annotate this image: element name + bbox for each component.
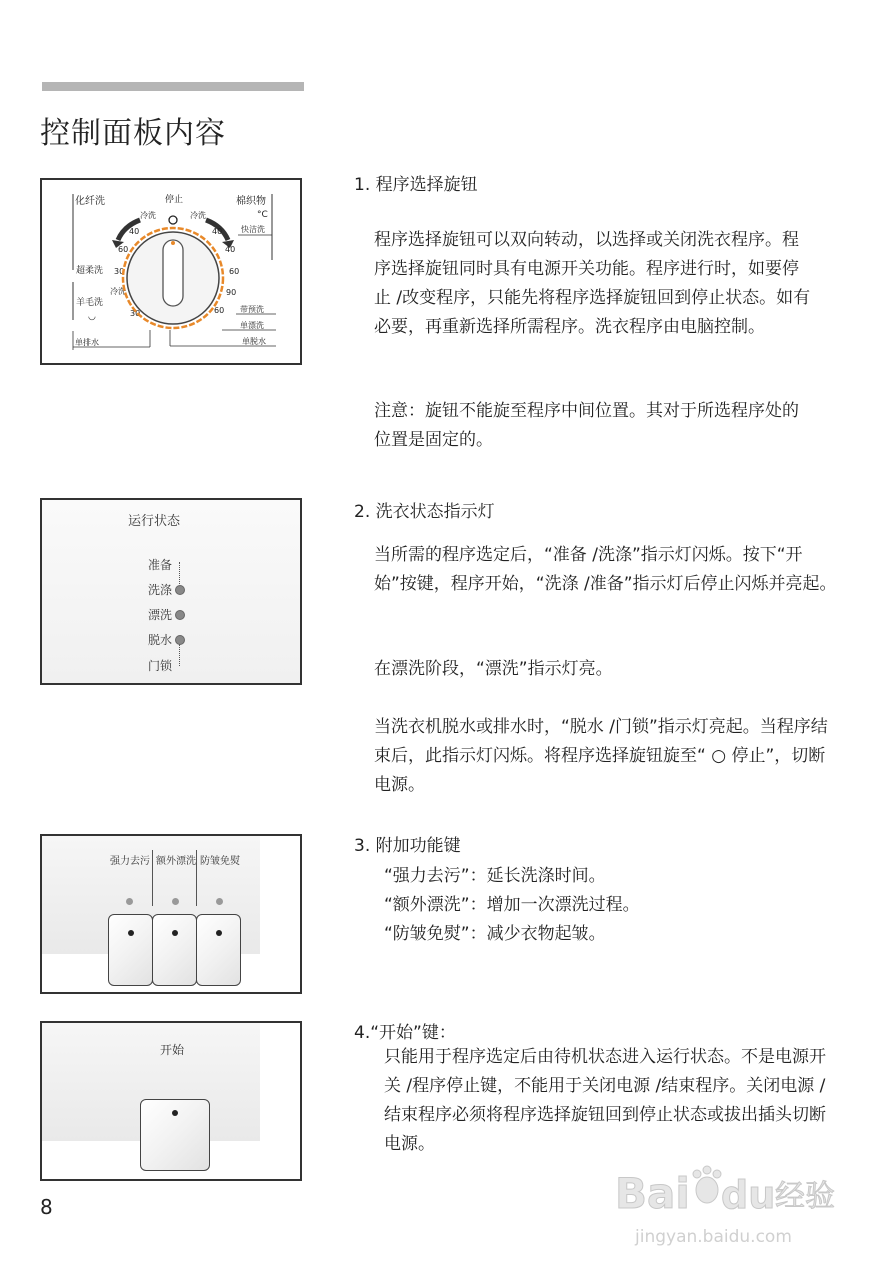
page-number: 8 <box>40 1195 53 1219</box>
dial-label-cold-right: 冷洗 <box>190 211 206 220</box>
dial-label-cold-left: 冷洗 <box>140 211 156 220</box>
indicator-door-lock-label: 门锁 <box>148 659 173 673</box>
section3-line-3: “防皱免熨”：减少衣物起皱。 <box>384 924 606 944</box>
watermark-brand: Bai <box>615 1169 690 1218</box>
indicator-ready-label: 准备 <box>148 558 173 572</box>
section2-heading: 2. 洗衣状态指示灯 <box>354 502 495 522</box>
watermark-brand2: du <box>721 1173 776 1217</box>
indicator-rinse-led <box>175 610 185 620</box>
dial-label-spin: 单脱水 <box>242 337 266 346</box>
dial-label-drain: 单排水 <box>75 338 99 347</box>
dial-label-quick: 快洁洗 <box>241 225 265 234</box>
dial-temp-right-3: 60 <box>229 267 240 276</box>
extra-rinse-button[interactable] <box>152 914 197 986</box>
dial-label-stop: 停止 <box>165 195 184 205</box>
dial-temp-right-4: 90 <box>226 288 237 297</box>
dial-label-wool: 羊毛洗 <box>76 298 104 308</box>
indicator-rinse-label: 漂洗 <box>148 608 173 622</box>
wool-basin-icon: ◡ <box>88 312 96 322</box>
section4-heading: 4.“开始”键： <box>354 1023 456 1043</box>
indicator-spin-label: 脱水 <box>148 633 173 647</box>
stop-marker-icon <box>169 216 177 224</box>
function-label-intensive: 强力去污 <box>110 856 150 867</box>
watermark-jingyan: 经验 <box>775 1179 835 1214</box>
start-button[interactable] <box>140 1099 210 1171</box>
section2-para2: 在漂洗阶段，“漂洗”指示灯亮。 <box>374 659 613 679</box>
baidu-watermark <box>615 1160 855 1254</box>
section3-line-1: “强力去污”：延长洗涤时间。 <box>384 866 606 886</box>
dial-temp-right-1: 40 <box>212 227 223 236</box>
dial-label-softs: 超柔洗 <box>76 266 104 276</box>
section1-heading: 1. 程序选择旋钮 <box>354 175 478 195</box>
section4-para: 只能用于程序选定后由待机状态进入运行状态。不是电源开关 /程序停止键，不能用于关闭电源 /结束程序。关闭电源 /结束程序必须将程序选择旋钮回到停止状态或拔出插头切断电源。 <box>384 1047 826 1154</box>
function-label-extra-rinse: 额外漂洗 <box>156 856 196 867</box>
dial-label-cotton: 棉织物 <box>236 196 266 207</box>
section2-para3: 当洗衣机脱水或排水时，“脱水 /门锁”指示灯亮起。当程序结束后，此指示灯闪烁。将程序选择旋钮旋至“ ○ 停止”，切断电源。 <box>374 717 828 795</box>
dial-temp-left-2: 60 <box>118 245 129 254</box>
function-led-2 <box>172 898 179 905</box>
baidu-paw-icon <box>693 1166 721 1203</box>
function-led-3 <box>216 898 223 905</box>
dial-label-prewash: 带预洗 <box>240 305 264 314</box>
intensive-wash-button[interactable] <box>108 914 153 986</box>
dial-temp-left-1: 40 <box>129 227 140 236</box>
dial-label-cold-wool: 冷洗 <box>110 287 126 296</box>
section3-heading: 3. 附加功能键 <box>354 836 461 856</box>
status-panel-title: 运行状态 <box>128 514 181 529</box>
dial-panel-illustration <box>40 178 302 365</box>
indicator-wash-label: 洗涤 <box>148 583 173 597</box>
function-led-1 <box>126 898 133 905</box>
page-title: 控制面板内容 <box>40 116 226 151</box>
status-panel-illustration <box>40 498 302 685</box>
dial-temp-left-3: 30 <box>114 267 125 276</box>
section1-para2: 注意：旋钮不能旋至程序中间位置。其对于所选程序处的位置是固定的。 <box>374 401 799 450</box>
function-keys-illustration <box>40 834 302 994</box>
top-rule <box>42 82 304 91</box>
dial-pointer-dot <box>171 241 175 245</box>
start-label: 开始 <box>160 1043 185 1057</box>
section3-line-2: “额外漂洗”：增加一次漂洗过程。 <box>384 895 640 915</box>
section2-para1: 当所需的程序选定后，“准备 /洗涤”指示灯闪烁。按下“开始”按键，程序开始，“洗涤 /准备”指示灯后停止闪烁并亮起。 <box>374 545 837 594</box>
dial-label-celsius: °C <box>257 210 268 220</box>
dial-label-synthetic: 化纤洗 <box>75 196 105 207</box>
dial-temp-right-2: 40 <box>225 245 236 254</box>
indicator-spin-led <box>175 635 185 645</box>
dial-grip <box>163 240 183 306</box>
section1-para1: 程序选择旋钮可以双向转动，以选择或关闭洗衣程序。程序选择旋钮同时具有电源开关功能。程序进行时，如要停止 /改变程序，只能先将程序选择旋钮回到停止状态。如有必要，再重新选择所需程序。洗衣程序由电脑控制。 <box>374 230 811 337</box>
dial-temp-right-5: 60 <box>214 306 225 315</box>
anti-crease-button[interactable] <box>196 914 241 986</box>
function-label-anti-crease: 防皱免熨 <box>200 856 240 867</box>
dial-temp-left-4: 30 <box>130 309 141 318</box>
dial-label-rinse: 单漂洗 <box>240 321 264 330</box>
watermark-url: jingyan.baidu.com <box>635 1227 792 1247</box>
indicator-wash-led <box>175 585 185 595</box>
start-key-illustration <box>40 1021 302 1181</box>
